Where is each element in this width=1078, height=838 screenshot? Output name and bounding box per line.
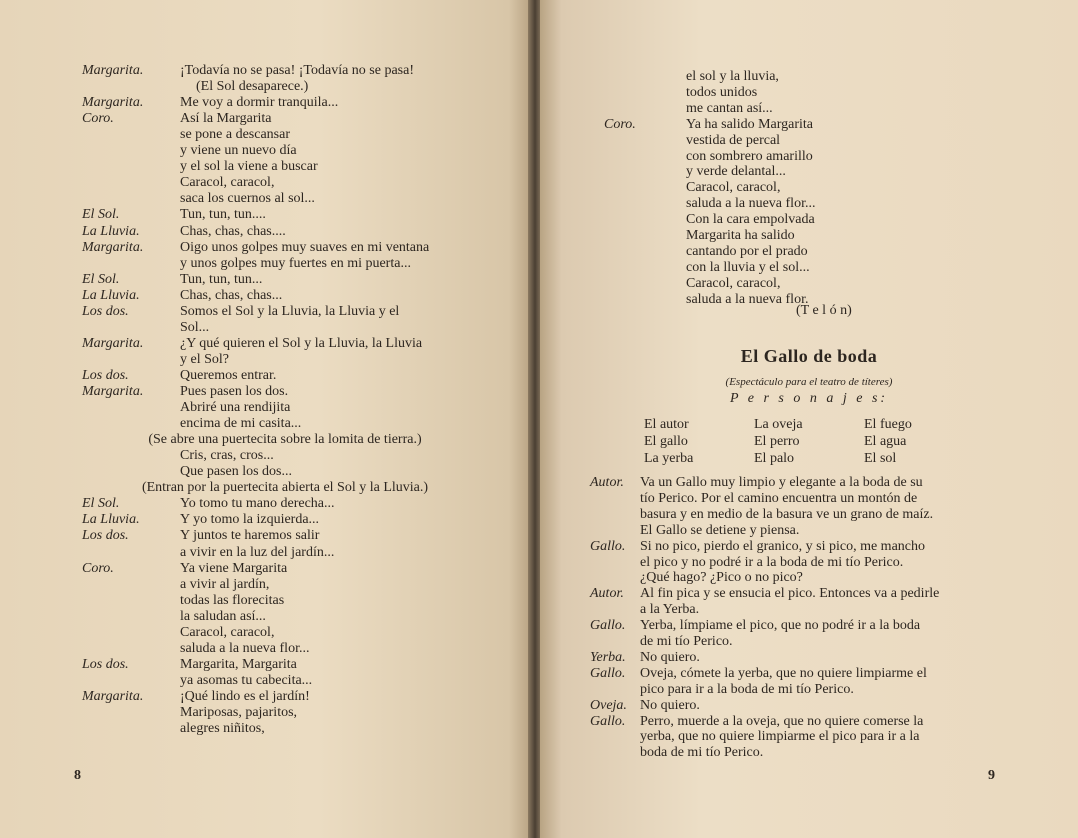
- line-text: con sombrero amarillo: [686, 148, 813, 164]
- dialogue-line: [0, 110, 530, 127]
- speaker-name: Los dos.: [82, 528, 129, 544]
- text-line: [540, 211, 1078, 228]
- dialogue-line: [540, 649, 1078, 666]
- line-text: la saludan así...: [180, 608, 266, 624]
- text-line: [540, 506, 1078, 523]
- speaker-name: Yerba.: [590, 649, 626, 665]
- speaker-name: Margarita.: [82, 239, 144, 255]
- line-text: basura y en medio de la basura ve un grano de maíz.: [640, 506, 934, 522]
- text-line: [0, 447, 530, 464]
- line-text: Caracol, caracol,: [686, 275, 781, 291]
- speaker-name: Oveja.: [590, 697, 627, 713]
- line-text: Sol...: [180, 319, 210, 335]
- text-line: [0, 704, 530, 721]
- dialogue-line: [540, 585, 1078, 602]
- speaker-name: Margarita.: [82, 63, 144, 78]
- line-text: y el Sol?: [180, 351, 229, 367]
- characters-row: [644, 450, 984, 467]
- line-text: Va un Gallo muy limpio y elegante a la boda de su: [640, 475, 923, 490]
- text-line: [540, 148, 1078, 165]
- text-line: [540, 522, 1078, 539]
- line-text: vestida de percal: [686, 132, 781, 148]
- line-text: y verde delantal...: [686, 164, 786, 180]
- text-line: [0, 190, 530, 207]
- speaker-name: El Sol.: [82, 207, 120, 223]
- speaker-name: Margarita.: [82, 335, 144, 351]
- line-text: Pues pasen los dos.: [180, 384, 289, 399]
- speaker-name: La Lluvia.: [82, 287, 140, 303]
- text-line: [540, 681, 1078, 698]
- text-line: [0, 463, 530, 480]
- text-line: [540, 744, 1078, 761]
- dialogue-line: [540, 474, 1078, 491]
- text-line: [0, 640, 530, 657]
- line-text: Chas, chas, chas....: [180, 223, 286, 239]
- text-line: [540, 243, 1078, 260]
- line-text: boda de mi tío Perico.: [640, 745, 764, 761]
- line-text: ¿Y qué quieren el Sol y la Lluvia, la Lluvia: [180, 335, 423, 351]
- characters-list: [644, 416, 984, 467]
- text-line: [0, 351, 530, 368]
- text-line: [0, 672, 530, 689]
- line-text: el pico y no podré ir a la boda de mi tío Perico.: [640, 554, 904, 570]
- dialogue-line: [0, 656, 530, 673]
- line-text: No quiero.: [640, 697, 700, 713]
- speaker-name: Margarita.: [82, 688, 144, 704]
- line-text: Tun, tun, tun....: [180, 207, 266, 223]
- speaker-name: Gallo.: [590, 665, 626, 681]
- speaker-name: Gallo.: [590, 713, 626, 729]
- text-line: [540, 259, 1078, 276]
- speaker-name: Gallo.: [590, 618, 626, 634]
- speaker-name: Coro.: [82, 111, 114, 127]
- text-line: [540, 132, 1078, 149]
- line-text: pico para ir a la boda de mi tío Perico.: [640, 681, 854, 697]
- dialogue-line: [0, 206, 530, 223]
- line-text: Ya ha salido Margarita: [686, 116, 814, 132]
- dialogue-line: [0, 303, 530, 320]
- line-text: Yerba, límpiame el pico, que no podré ir a la boda: [640, 618, 921, 634]
- text-line: [540, 179, 1078, 196]
- text-line: [540, 195, 1078, 212]
- dialogue-line: [0, 367, 530, 384]
- text-line: [540, 728, 1078, 745]
- characters-heading: P e r s o n a j e s:: [729, 391, 889, 406]
- line-text: No quiero.: [640, 649, 700, 665]
- speaker-name: Margarita.: [82, 384, 144, 399]
- dialogue-line: [0, 62, 530, 79]
- stage-direction: [0, 479, 530, 496]
- characters-row: [644, 433, 984, 450]
- left-page: [0, 0, 530, 838]
- dialogue-line: [0, 495, 530, 512]
- dialogue-line: [540, 617, 1078, 634]
- text-line: [540, 569, 1078, 586]
- line-text: Somos el Sol y la Lluvia, la Lluvia y el: [180, 303, 400, 319]
- dialogue-line: [0, 560, 530, 577]
- speaker-name: El Sol.: [82, 496, 120, 512]
- character-name: El perro: [754, 434, 800, 449]
- character-name: El agua: [864, 434, 907, 449]
- speaker-name: Margarita.: [82, 95, 144, 111]
- speaker-name: Coro.: [604, 116, 636, 132]
- dialogue-line: [0, 335, 530, 352]
- line-text: Y juntos te haremos salir: [180, 528, 320, 544]
- line-text: Mariposas, pajaritos,: [180, 705, 298, 720]
- character-name: El palo: [754, 451, 795, 466]
- line-text: se pone a descansar: [180, 127, 291, 143]
- line-text: encima de mi casita...: [180, 416, 302, 432]
- line-text: saluda a la nueva flor.: [686, 291, 809, 307]
- play-subtitle: (Espectáculo para el teatro de títeres): [725, 376, 893, 388]
- line-text: Margarita, Margarita: [180, 656, 297, 672]
- page-number-right: 9: [988, 768, 995, 783]
- text-line: [540, 68, 1078, 85]
- line-text: Me voy a dormir tranquila...: [180, 95, 339, 111]
- line-text: El Gallo se detiene y piensa.: [640, 522, 800, 538]
- line-text: cantando por el prado: [686, 243, 808, 259]
- text-line: [0, 142, 530, 159]
- dialogue-line: [0, 688, 530, 705]
- speaker-name: El Sol.: [82, 271, 120, 287]
- character-name: El gallo: [644, 434, 688, 449]
- text-line: [0, 624, 530, 641]
- line-text: Oigo unos golpes muy suaves en mi ventana: [180, 239, 430, 255]
- line-text: de mi tío Perico.: [640, 634, 733, 649]
- text-line: [0, 319, 530, 336]
- speaker-name: Los dos.: [82, 656, 129, 672]
- text-line: [0, 174, 530, 191]
- speaker-name: Los dos.: [82, 303, 129, 319]
- line-text: me cantan así...: [686, 100, 773, 116]
- stage-text: (Se abre una puertecita sobre la lomita de tierra.): [148, 432, 422, 448]
- text-line: [0, 576, 530, 593]
- text-line: [540, 275, 1078, 292]
- line-text: todas las florecitas: [180, 592, 285, 608]
- right-page: [540, 0, 1078, 838]
- text-line: [0, 720, 530, 737]
- text-line: [0, 592, 530, 609]
- text-line: [540, 490, 1078, 507]
- character-name: El fuego: [864, 417, 912, 432]
- line-text: todos unidos: [686, 84, 758, 100]
- line-text: y unos golpes muy fuertes en mi puerta...: [180, 255, 411, 271]
- line-text: Oveja, cómete la yerba, que no quiere limpiarme el: [640, 665, 927, 681]
- line-text: Queremos entrar.: [180, 367, 277, 383]
- line-text: Cris, cras, cros...: [180, 448, 274, 464]
- line-text: Al fin pica y se ensucia el pico. Entonces va a pedirle: [640, 586, 940, 602]
- line-text: Que pasen los dos...: [180, 464, 292, 480]
- stage-direction: [0, 431, 530, 448]
- speaker-name: Coro.: [82, 560, 114, 576]
- text-line: [0, 126, 530, 143]
- line-text: Si no pico, pierdo el granico, y si pico, me mancho: [640, 538, 925, 554]
- dialogue-line: [0, 383, 530, 400]
- text-line: [0, 415, 530, 432]
- text-line: [0, 255, 530, 272]
- line-text: y viene un nuevo día: [180, 143, 297, 159]
- text-line: [540, 100, 1078, 117]
- line-text: Caracol, caracol,: [180, 624, 275, 640]
- character-name: La oveja: [754, 417, 803, 432]
- line-text: ¿Qué hago? ¿Pico o no pico?: [640, 570, 803, 586]
- line-text: a vivir al jardín,: [180, 576, 270, 592]
- dialogue-line: [540, 665, 1078, 682]
- line-text: y el sol la viene a buscar: [180, 159, 318, 175]
- page-number-left: 8: [74, 768, 81, 783]
- stage-text: (Entran por la puertecita abierta el Sol y la Lluvia.): [141, 480, 429, 496]
- speaker-name: La Lluvia.: [82, 223, 140, 239]
- dialogue-line: [0, 239, 530, 256]
- curtain-line: (T e l ó n): [796, 303, 852, 318]
- text-line: [540, 633, 1078, 650]
- text-line: [540, 84, 1078, 101]
- text-line: [540, 601, 1078, 618]
- speaker-name: Gallo.: [590, 538, 626, 554]
- line-text: Yo tomo tu mano derecha...: [180, 496, 335, 512]
- text-line: [540, 227, 1078, 244]
- line-text: Caracol, caracol,: [686, 180, 781, 196]
- stage-text: (El Sol desaparece.): [196, 79, 309, 95]
- dialogue-line: [0, 223, 530, 240]
- dialogue-line: [0, 287, 530, 304]
- line-text: alegres niñitos,: [180, 721, 265, 737]
- dialogue-line: [0, 527, 530, 544]
- line-text: Margarita ha salido: [686, 228, 795, 243]
- dialogue-line: [540, 697, 1078, 714]
- line-text: ¡Qué lindo es el jardín!: [180, 688, 310, 704]
- dialogue-line: [540, 116, 1078, 133]
- speaker-name: Los dos.: [82, 367, 129, 383]
- line-text: Abriré una rendijita: [180, 400, 291, 416]
- line-text: a la Yerba.: [640, 602, 700, 618]
- text-line: [0, 544, 530, 561]
- text-line: [0, 158, 530, 175]
- line-text: ya asomas tu cabecita...: [180, 672, 313, 688]
- text-line: [0, 608, 530, 625]
- stage-direction: [0, 78, 530, 95]
- speaker-name: Autor.: [590, 586, 624, 602]
- play-title: El Gallo de boda: [740, 346, 878, 366]
- line-text: saluda a la nueva flor...: [686, 196, 816, 212]
- dialogue-line: [0, 271, 530, 288]
- line-text: saca los cuernos al sol...: [180, 191, 315, 207]
- line-text: Con la cara empolvada: [686, 212, 815, 228]
- text-line: [540, 163, 1078, 180]
- text-line: [540, 554, 1078, 571]
- line-text: Tun, tun, tun...: [180, 271, 263, 287]
- speaker-name: La Lluvia.: [82, 512, 140, 528]
- characters-row: [644, 416, 984, 433]
- line-text: saluda a la nueva flor...: [180, 640, 310, 656]
- character-name: El sol: [864, 451, 897, 466]
- line-text: Caracol, caracol,: [180, 175, 275, 191]
- line-text: Así la Margarita: [180, 111, 272, 127]
- text-line: [0, 399, 530, 416]
- dialogue-line: [540, 538, 1078, 555]
- dialogue-line: [540, 713, 1078, 730]
- line-text: Perro, muerde a la oveja, que no quiere comerse la: [640, 713, 924, 729]
- line-text: tío Perico. Por el camino encuentra un montón de: [640, 490, 918, 506]
- character-name: La yerba: [644, 451, 694, 466]
- dialogue-line: [0, 94, 530, 111]
- line-text: Ya viene Margarita: [180, 560, 288, 576]
- line-text: a vivir en la luz del jardín...: [180, 544, 335, 560]
- dialogue-line: [0, 511, 530, 528]
- line-text: con la lluvia y el sol...: [686, 259, 810, 275]
- line-text: el sol y la lluvia,: [686, 69, 779, 84]
- line-text: Chas, chas, chas...: [180, 287, 283, 303]
- line-text: ¡Todavía no se pasa! ¡Todavía no se pasa!: [180, 63, 415, 78]
- speaker-name: Autor.: [590, 475, 624, 490]
- character-name: El autor: [644, 417, 689, 432]
- line-text: yerba, que no quiere limpiarme el pico para ir a la: [640, 729, 920, 745]
- line-text: Y yo tomo la izquierda...: [180, 512, 320, 528]
